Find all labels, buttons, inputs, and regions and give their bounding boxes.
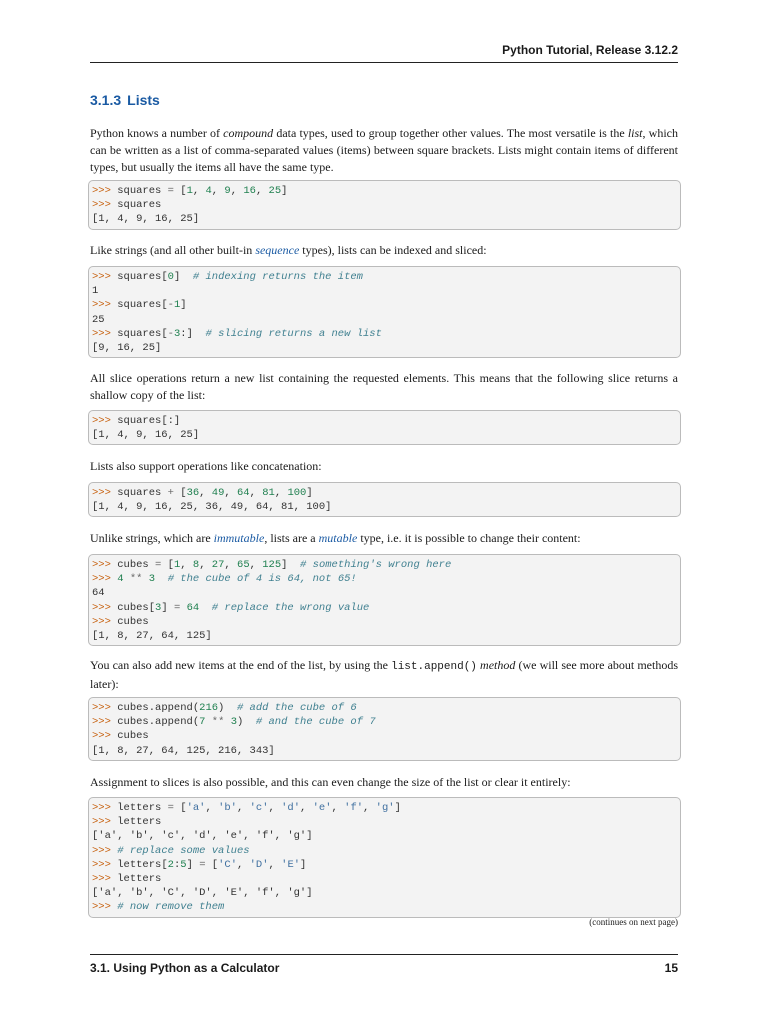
string: 'a' xyxy=(186,802,206,814)
comment: # add the cube of 6 xyxy=(236,702,357,714)
number: 36 xyxy=(186,487,200,499)
code-line xyxy=(92,586,680,600)
operator: ** xyxy=(211,716,225,729)
code-text: :] xyxy=(180,327,206,340)
number: 9 xyxy=(224,185,231,197)
code-text: [1, 8, 27, 64, 125] xyxy=(92,629,212,642)
section-number: 3.1.3 xyxy=(90,92,122,108)
code-text: ] xyxy=(281,559,301,571)
code-text: [ xyxy=(161,559,174,571)
code-text: letters[ xyxy=(117,858,168,871)
code-text: [ xyxy=(173,802,187,814)
text: , which can be written as a list of comma-separated values (items) between square brackets. Lists might contain items of different types, but usually the items all have the same type. xyxy=(90,126,679,174)
code-line xyxy=(92,341,680,355)
number: 5 xyxy=(180,858,187,871)
comment: # the cube of 4 is 64, not 65! xyxy=(167,573,357,586)
emphasis-list: list xyxy=(627,126,643,140)
string: 'C' xyxy=(218,858,238,871)
code-text xyxy=(155,573,168,585)
operator: ** xyxy=(129,573,143,586)
code-text: 64 xyxy=(92,587,105,600)
prompt: >>> xyxy=(92,601,118,614)
code-line xyxy=(92,886,680,900)
number: 1 xyxy=(173,559,181,571)
number: 4 xyxy=(117,573,124,586)
code-text xyxy=(199,602,212,614)
code-text: , xyxy=(363,802,376,814)
code-text: ] xyxy=(186,858,200,871)
code-text: 25 xyxy=(92,313,105,326)
code-text: , xyxy=(224,559,238,571)
code-line xyxy=(92,414,680,428)
comment: # replace some values xyxy=(117,844,250,857)
number: 49 xyxy=(211,487,225,499)
number: 65 xyxy=(237,559,250,571)
prompt: >>> xyxy=(92,199,118,212)
code-text: ] xyxy=(161,601,174,614)
code-text: ) xyxy=(218,702,237,714)
code-text: , xyxy=(192,185,206,197)
code-text: cubes xyxy=(117,615,149,628)
text: Python knows a number of xyxy=(90,126,224,140)
code-block xyxy=(88,410,681,445)
code-text: ] xyxy=(180,299,187,312)
number: 3 xyxy=(148,573,156,586)
code-text: ] xyxy=(300,858,307,871)
text: types), lists can be indexed and sliced: xyxy=(299,243,487,257)
code-line xyxy=(92,601,680,615)
link-sequence[interactable]: sequence xyxy=(255,243,300,257)
code-text: letters xyxy=(117,872,162,885)
code-text: ] xyxy=(306,487,313,499)
code-text: squares xyxy=(117,199,162,212)
string: 'D' xyxy=(249,858,269,871)
prompt: >>> xyxy=(92,901,118,914)
code-line xyxy=(92,270,680,284)
code-text: , xyxy=(199,559,212,571)
code-block xyxy=(88,697,681,761)
number: 64 xyxy=(186,601,200,614)
code-text: [9, 16, 25] xyxy=(92,341,162,354)
text: Unlike strings, which are xyxy=(90,531,214,545)
code-block xyxy=(88,266,681,358)
code-text: ['a', 'b', 'C', 'D', 'E', 'f', 'g'] xyxy=(92,887,313,900)
code-text: , xyxy=(331,802,345,814)
code-line xyxy=(92,872,680,886)
prompt: >>> xyxy=(92,716,118,729)
prompt: >>> xyxy=(92,816,118,829)
paragraph-slice-copy xyxy=(90,370,678,404)
code-line xyxy=(92,729,680,743)
code-line xyxy=(92,900,680,914)
number: 3 xyxy=(173,327,181,340)
code-line xyxy=(92,298,680,312)
comment: # something's wrong here xyxy=(300,559,452,571)
code-text: ] xyxy=(173,271,193,283)
string: 'b' xyxy=(218,802,237,814)
code-text: cubes xyxy=(117,730,149,743)
code-text: squares[ xyxy=(117,271,168,283)
prompt: >>> xyxy=(92,615,118,628)
code-text: , xyxy=(236,802,250,814)
code-text: squares[:] xyxy=(117,415,181,427)
code-text: squares xyxy=(117,185,168,197)
code-line xyxy=(92,428,680,442)
continuation-note: (continues on next page) xyxy=(589,917,678,927)
text: Like strings (and all other built-in xyxy=(90,243,256,257)
code-block xyxy=(88,180,681,230)
operator: = xyxy=(199,858,206,871)
paragraph-mutable xyxy=(90,530,678,547)
string: 'E' xyxy=(281,858,301,871)
paragraph-slice-assignment xyxy=(90,774,678,791)
code-text: [1, 4, 9, 16, 25] xyxy=(92,213,200,226)
number: 8 xyxy=(192,559,200,571)
code-text: , xyxy=(249,559,263,571)
code-text: , xyxy=(199,487,212,499)
comment: # indexing returns the item xyxy=(192,271,363,283)
code-line xyxy=(92,701,680,715)
emphasis-compound: compound xyxy=(223,126,274,140)
code-text: , xyxy=(211,185,225,197)
code-line xyxy=(92,744,680,758)
operator: = xyxy=(155,559,162,571)
comment: # replace the wrong value xyxy=(211,601,370,614)
string: 'g' xyxy=(375,802,395,814)
code-text: , xyxy=(205,802,219,814)
number: 2 xyxy=(167,858,174,871)
string: 'd' xyxy=(281,802,301,814)
prompt: >>> xyxy=(92,730,118,743)
code-text: cubes.append( xyxy=(117,716,200,729)
page-footer xyxy=(90,954,678,977)
code-line xyxy=(92,572,680,586)
number: 4 xyxy=(205,185,212,197)
code-text: 1 xyxy=(92,285,99,298)
code-line xyxy=(92,844,680,858)
number: 100 xyxy=(287,487,307,499)
running-title: Python Tutorial, Release 3.12.2 xyxy=(502,43,678,57)
number: 81 xyxy=(262,487,275,499)
code-text: ] xyxy=(394,802,401,814)
code-line xyxy=(92,615,680,629)
number: 1 xyxy=(173,299,181,312)
number: 3 xyxy=(155,601,162,614)
code-block xyxy=(88,797,681,918)
code-text: ) xyxy=(237,716,256,729)
text: type, i.e. it is possible to change their content: xyxy=(357,531,581,545)
code-text: ['a', 'b', 'c', 'd', 'e', 'f', 'g'] xyxy=(92,830,313,843)
text: Lists also support operations like concatenation: xyxy=(90,459,322,473)
code-text: squares[ xyxy=(117,299,168,312)
code-line xyxy=(92,715,680,729)
paragraph-append xyxy=(90,657,678,693)
text: All slice operations return a new list containing the requested elements. This means that the following slice returns a shallow copy of the list: xyxy=(90,371,678,402)
operator: - xyxy=(167,299,174,312)
code-text: [ xyxy=(173,487,187,499)
code-text: : xyxy=(173,858,181,871)
code-text: cubes xyxy=(117,559,156,571)
comment: # slicing returns a new list xyxy=(205,327,382,340)
number: 7 xyxy=(199,716,206,729)
code-text: letters xyxy=(117,802,168,814)
code-line xyxy=(92,212,680,226)
code-text: , xyxy=(274,487,288,499)
code-text: [1, 4, 9, 16, 25, 36, 49, 64, 81, 100] xyxy=(92,501,332,514)
code-text: squares[ xyxy=(117,327,168,340)
text: , lists are a xyxy=(264,531,319,545)
page-number: 15 xyxy=(664,961,678,975)
number: 64 xyxy=(237,487,250,499)
operator: = xyxy=(167,185,174,197)
emphasis-method: method xyxy=(480,658,516,672)
paragraph-intro xyxy=(90,125,678,176)
code-line xyxy=(92,327,680,341)
string: 'e' xyxy=(312,802,332,814)
text: data types, used to group together other values. The most versatile is the xyxy=(273,126,628,140)
prompt: >>> xyxy=(92,559,118,571)
operator: = xyxy=(167,802,174,814)
code-text: , xyxy=(268,802,282,814)
number: 125 xyxy=(262,559,282,571)
prompt: >>> xyxy=(92,271,118,283)
code-text: , xyxy=(268,858,282,871)
prompt: >>> xyxy=(92,487,118,499)
number: 27 xyxy=(211,559,225,571)
number: 16 xyxy=(243,185,256,197)
code-line xyxy=(92,198,680,212)
code-text: [ xyxy=(173,185,187,197)
code-text: , xyxy=(300,802,313,814)
prompt: >>> xyxy=(92,327,118,340)
prompt: >>> xyxy=(92,858,118,871)
paragraph-indexing xyxy=(90,242,678,259)
number: 1 xyxy=(186,185,193,197)
number: 3 xyxy=(230,716,237,729)
code-block xyxy=(88,554,681,646)
comment: # now remove them xyxy=(117,901,225,914)
code-text: , xyxy=(224,487,237,499)
prompt: >>> xyxy=(92,872,118,885)
prompt: >>> xyxy=(92,702,118,714)
code-line xyxy=(92,284,680,298)
code-text: , xyxy=(180,559,193,571)
code-line xyxy=(92,558,680,572)
code-line xyxy=(92,801,680,815)
code-line xyxy=(92,815,680,829)
text: (we will see more about methods later): xyxy=(90,658,679,691)
code-text: [1, 4, 9, 16, 25] xyxy=(92,429,200,442)
number: 216 xyxy=(199,702,219,714)
code-text: squares xyxy=(117,487,168,499)
code-text: ] xyxy=(281,185,288,197)
number: 0 xyxy=(167,271,174,283)
code-text: , xyxy=(249,487,263,499)
prompt: >>> xyxy=(92,299,118,312)
text: You can also add new items at the end of the list, by using the xyxy=(90,658,392,672)
comment: # and the cube of 7 xyxy=(255,716,376,729)
string: 'c' xyxy=(249,802,269,814)
operator: - xyxy=(167,327,174,340)
code-line xyxy=(92,313,680,327)
code-line xyxy=(92,858,680,872)
page-header xyxy=(90,42,678,63)
prompt: >>> xyxy=(92,185,118,197)
code-text: , xyxy=(255,185,269,197)
link-mutable[interactable]: mutable xyxy=(318,531,358,545)
code-line xyxy=(92,500,680,514)
string: 'f' xyxy=(344,802,364,814)
section-heading xyxy=(90,92,160,108)
code-text: , xyxy=(230,185,244,197)
prompt: >>> xyxy=(92,415,118,427)
number: 25 xyxy=(268,185,282,197)
code-text: , xyxy=(237,858,250,871)
code-text: letters xyxy=(117,816,162,829)
code-text: [ xyxy=(205,858,219,871)
operator: + xyxy=(167,487,174,499)
code-line xyxy=(92,829,680,843)
inline-code: list.append() xyxy=(391,661,477,673)
text: Assignment to slices is also possible, and this can even change the size of the list or clear it entirely: xyxy=(90,775,571,789)
code-text: cubes[ xyxy=(117,601,156,614)
prompt: >>> xyxy=(92,802,118,814)
prompt: >>> xyxy=(92,844,118,857)
code-line xyxy=(92,629,680,643)
code-block xyxy=(88,482,681,517)
code-line xyxy=(92,486,680,500)
code-line xyxy=(92,184,680,198)
paragraph-concatenation xyxy=(90,458,678,475)
code-text: cubes.append( xyxy=(117,702,200,714)
operator: = xyxy=(173,601,181,614)
prompt: >>> xyxy=(92,573,118,586)
code-text: [1, 8, 27, 64, 125, 216, 343] xyxy=(92,744,275,757)
link-immutable[interactable]: immutable xyxy=(213,531,265,545)
section-title: Lists xyxy=(127,92,160,108)
footer-section: 3.1. Using Python as a Calculator xyxy=(90,961,280,975)
